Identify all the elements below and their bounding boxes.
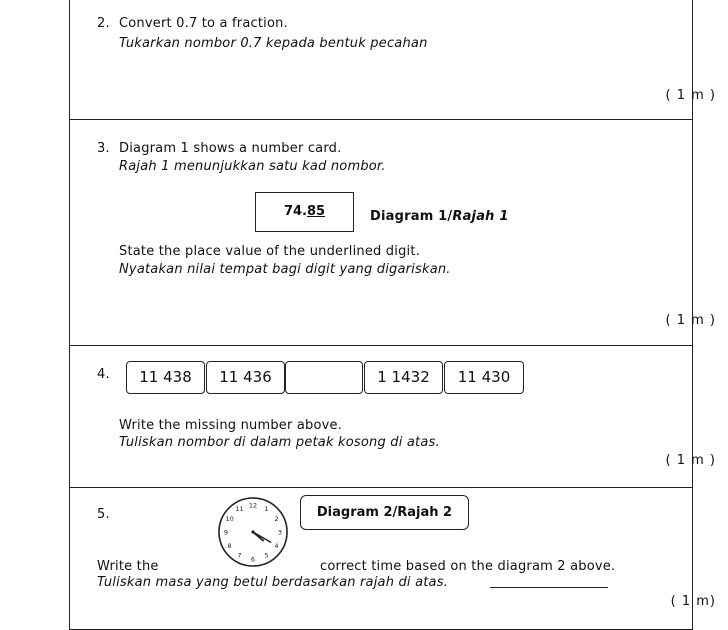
diagram-2-label: Diagram 2/Rajah 2 [316, 505, 453, 520]
number-card [255, 192, 354, 232]
q2-question-ms: Tukarkan nombor 0.7 kepada bentuk pecahan [119, 36, 428, 51]
clock-numeral: 8 [227, 541, 232, 550]
q5-number: 5. [97, 507, 110, 522]
diagram-2-label-box [300, 495, 469, 530]
clock-numeral: 6 [250, 555, 256, 564]
number-box: 1 1432 [364, 361, 443, 394]
answer-line[interactable] [490, 587, 608, 588]
q4-task-en: Write the missing number above. [119, 418, 343, 433]
clock-numeral: 1 [264, 504, 269, 513]
q2-question-en: Convert 0.7 to a fraction. [119, 16, 288, 31]
missing-number-box[interactable] [285, 361, 363, 394]
divider [70, 119, 692, 120]
q3-task-en: State the place value of the underlined digit. [119, 244, 420, 259]
clock-numeral: 3 [277, 528, 283, 537]
number-box: 11 430 [444, 361, 524, 394]
clock-numeral: 11 [235, 504, 244, 513]
q3-number: 3. [97, 141, 110, 156]
card-number-underlined: 85 [306, 204, 326, 219]
q3-task-ms: Nyatakan nilai tempat bagi digit yang digariskan. [119, 262, 451, 277]
divider [70, 345, 692, 346]
q5-task-ms: Tuliskan masa yang betul berdasarkan rajah di atas. [97, 575, 449, 590]
clock-numeral: 12 [248, 501, 258, 510]
clock-diagram [214, 496, 292, 568]
divider [70, 487, 692, 488]
q4-number: 4. [97, 367, 110, 382]
clock-numeral: 7 [237, 551, 242, 560]
q5-task-en-start: Write the [97, 559, 159, 574]
q2-mark: ( 1 m ) [665, 88, 716, 103]
card-number-integer: 74. [283, 204, 307, 219]
q4-task-ms: Tuliskan nombor di dalam petak kosong di atas. [119, 435, 440, 450]
q5-task-en-end: correct time based on the diagram 2 above. [320, 559, 616, 574]
worksheet [69, 0, 693, 630]
clock-numeral: 9 [223, 528, 229, 537]
clock-numeral: 4 [274, 541, 279, 550]
q3-question-ms: Rajah 1 menunjukkan satu kad nombor. [119, 159, 386, 174]
number-box: 11 436 [206, 361, 285, 394]
number-box: 11 438 [126, 361, 205, 394]
clock-numeral: 2 [274, 514, 279, 523]
clock-numeral: 10 [225, 514, 234, 523]
diagram-1-label: Diagram 1/Rajah 1 [370, 209, 509, 224]
q4-mark: ( 1 m ) [665, 453, 716, 468]
q3-question-en: Diagram 1 shows a number card. [119, 141, 342, 156]
clock-center [251, 530, 254, 533]
q5-mark: ( 1 m) [670, 594, 716, 609]
clock-numeral: 5 [264, 551, 269, 560]
q2-number: 2. [97, 16, 110, 31]
q3-mark: ( 1 m ) [665, 313, 716, 328]
